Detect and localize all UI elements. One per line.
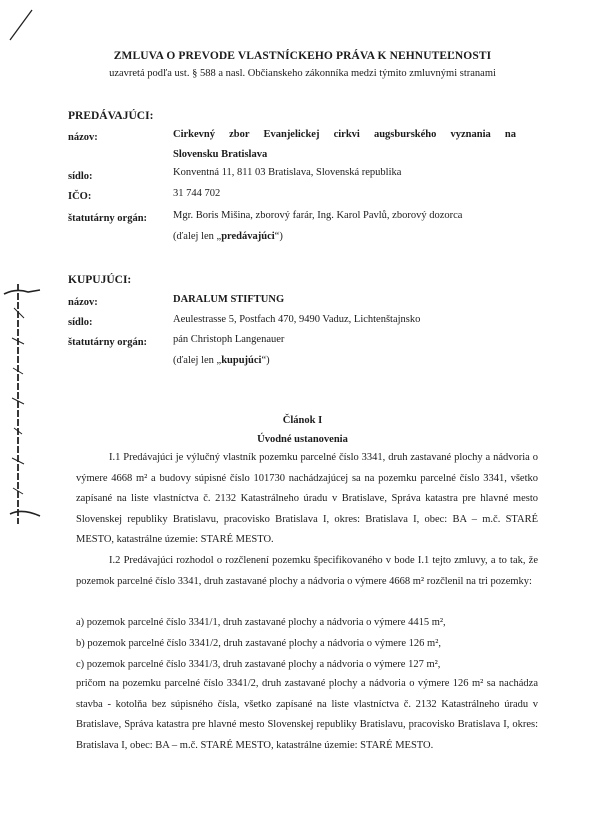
seller-name-line1: Cirkevný zbor Evanjelickej cirkvi augsburského vyznania na — [173, 129, 516, 140]
article-number: Článok I — [282, 415, 323, 426]
list-item-b: b) pozemok parcelné číslo 3341/2, druh zastavané plochy a nádvoria o výmere 126 m², — [76, 638, 441, 649]
seller-ico-label: IČO: — [68, 191, 92, 202]
seller-statutory: Mgr. Boris Mišina, zborový farár, Ing. Karol Pavlů, zborový dozorca — [173, 210, 463, 221]
article-title: Úvodné ustanovenia — [257, 434, 348, 445]
seller-name-label: názov: — [68, 132, 98, 143]
buyer-name: DARALUM STIFTUNG — [173, 294, 285, 305]
margin-binding-stroke — [0, 278, 48, 528]
document-title: ZMLUVA O PREVODE VLASTNÍCKEHO PRÁVA K NEHNUTEĽNOSTI — [113, 50, 492, 62]
document-subtitle: uzavretá podľa ust. § 588 a nasl. Občianskeho zákonníka medzi týmito zmluvnými stranami — [109, 68, 496, 79]
seller-name-line2: Slovensku Bratislava — [173, 149, 268, 160]
buyer-seat: Aeulestrasse 5, Postfach 470, 9490 Vaduz, Lichtenštajnsko — [173, 314, 421, 325]
buyer-seat-label: sídlo: — [68, 317, 93, 328]
list-item-a: a) pozemok parcelné číslo 3341/1, druh zastavané plochy a nádvoria o výmere 4415 m², — [76, 617, 446, 628]
seller-alias-term: predávajúci — [221, 231, 275, 242]
buyer-name-label: názov: — [68, 297, 98, 308]
seller-alias-prefix: (ďalej len „ — [173, 231, 222, 242]
paragraph-2-text: Predávajúci rozhodol o rozčlenení pozemku špecifikovaného v bode I.1 tejto zmluvy, a to tak, že pozemok parcelné číslo 3341, druh zastavané plochy a nádvoria o výmere 4668 m² rozčlenil na tri pozemky: — [76, 555, 539, 587]
buyer-alias — [173, 355, 270, 366]
seller-seat: Konventná 11, 811 03 Bratislava, Slovenská republika — [173, 167, 402, 178]
seller-ico: 31 744 702 — [173, 188, 221, 199]
buyer-statutory-label: štatutárny orgán: — [68, 337, 148, 348]
paragraph-3: pričom na pozemku parcelné číslo 3341/2, druh zastavané plochy a nádvoria o výmere 126 m² sa nachádza stavba - kotolňa bez súpisného čísla, všetko zapísané na liste vlastníctva č. 2132 Katastrálneho úradu v Bratislave, Správa katastra pre hlavné mesto Slovenskej republiky Bratislavu, pracovisko Bratislava I, okres: Bratislava I, obec: BA – m.č. STARÉ MESTO, katastrálne územie: STARÉ MESTO. — [76, 678, 538, 751]
buyer-alias-term: kupujúci — [221, 355, 262, 366]
paragraph-2 — [76, 551, 538, 592]
paragraph-1 — [76, 448, 538, 551]
seller-statutory-label: štatutárny orgán: — [68, 213, 148, 224]
paragraph-2-number: I.2 — [109, 555, 121, 566]
seller-alias — [173, 231, 283, 242]
paragraph-1-number: I.1 — [109, 452, 121, 463]
buyer-alias-prefix: (ďalej len „ — [173, 355, 222, 366]
buyer-heading: KUPUJÚCI: — [68, 274, 132, 286]
buyer-statutory: pán Christoph Langenauer — [173, 334, 285, 345]
buyer-alias-suffix: “) — [261, 355, 270, 366]
handwritten-slash-mark — [6, 8, 36, 42]
seller-seat-label: sídlo: — [68, 171, 93, 182]
seller-heading: PREDÁVAJÚCI: — [68, 110, 154, 122]
paragraph-1-text: Predávajúci je výlučný vlastník pozemku parcelné číslo 3341, druh zastavané plochy a nádvoria o výmere 4668 m² a budovy súpisné číslo 101730 nachádzajúcej sa na pozemku parcelné číslo 3341, všetko zapísané na liste vlastníctva č. 2132 Katastrálneho úradu v Bratislave, Správa katastra pre hlavné mesto Slovenskej republiky Bratislavu, pracovisko Bratislava I, okres: Bratislava I, obec: BA – m.č. STARÉ MESTO, katastrálne územie: STARÉ MESTO. — [76, 452, 538, 546]
list-item-c: c) pozemok parcelné číslo 3341/3, druh zastavané plochy a nádvoria o výmere 127 m², — [76, 659, 441, 670]
seller-alias-suffix: “) — [274, 231, 283, 242]
